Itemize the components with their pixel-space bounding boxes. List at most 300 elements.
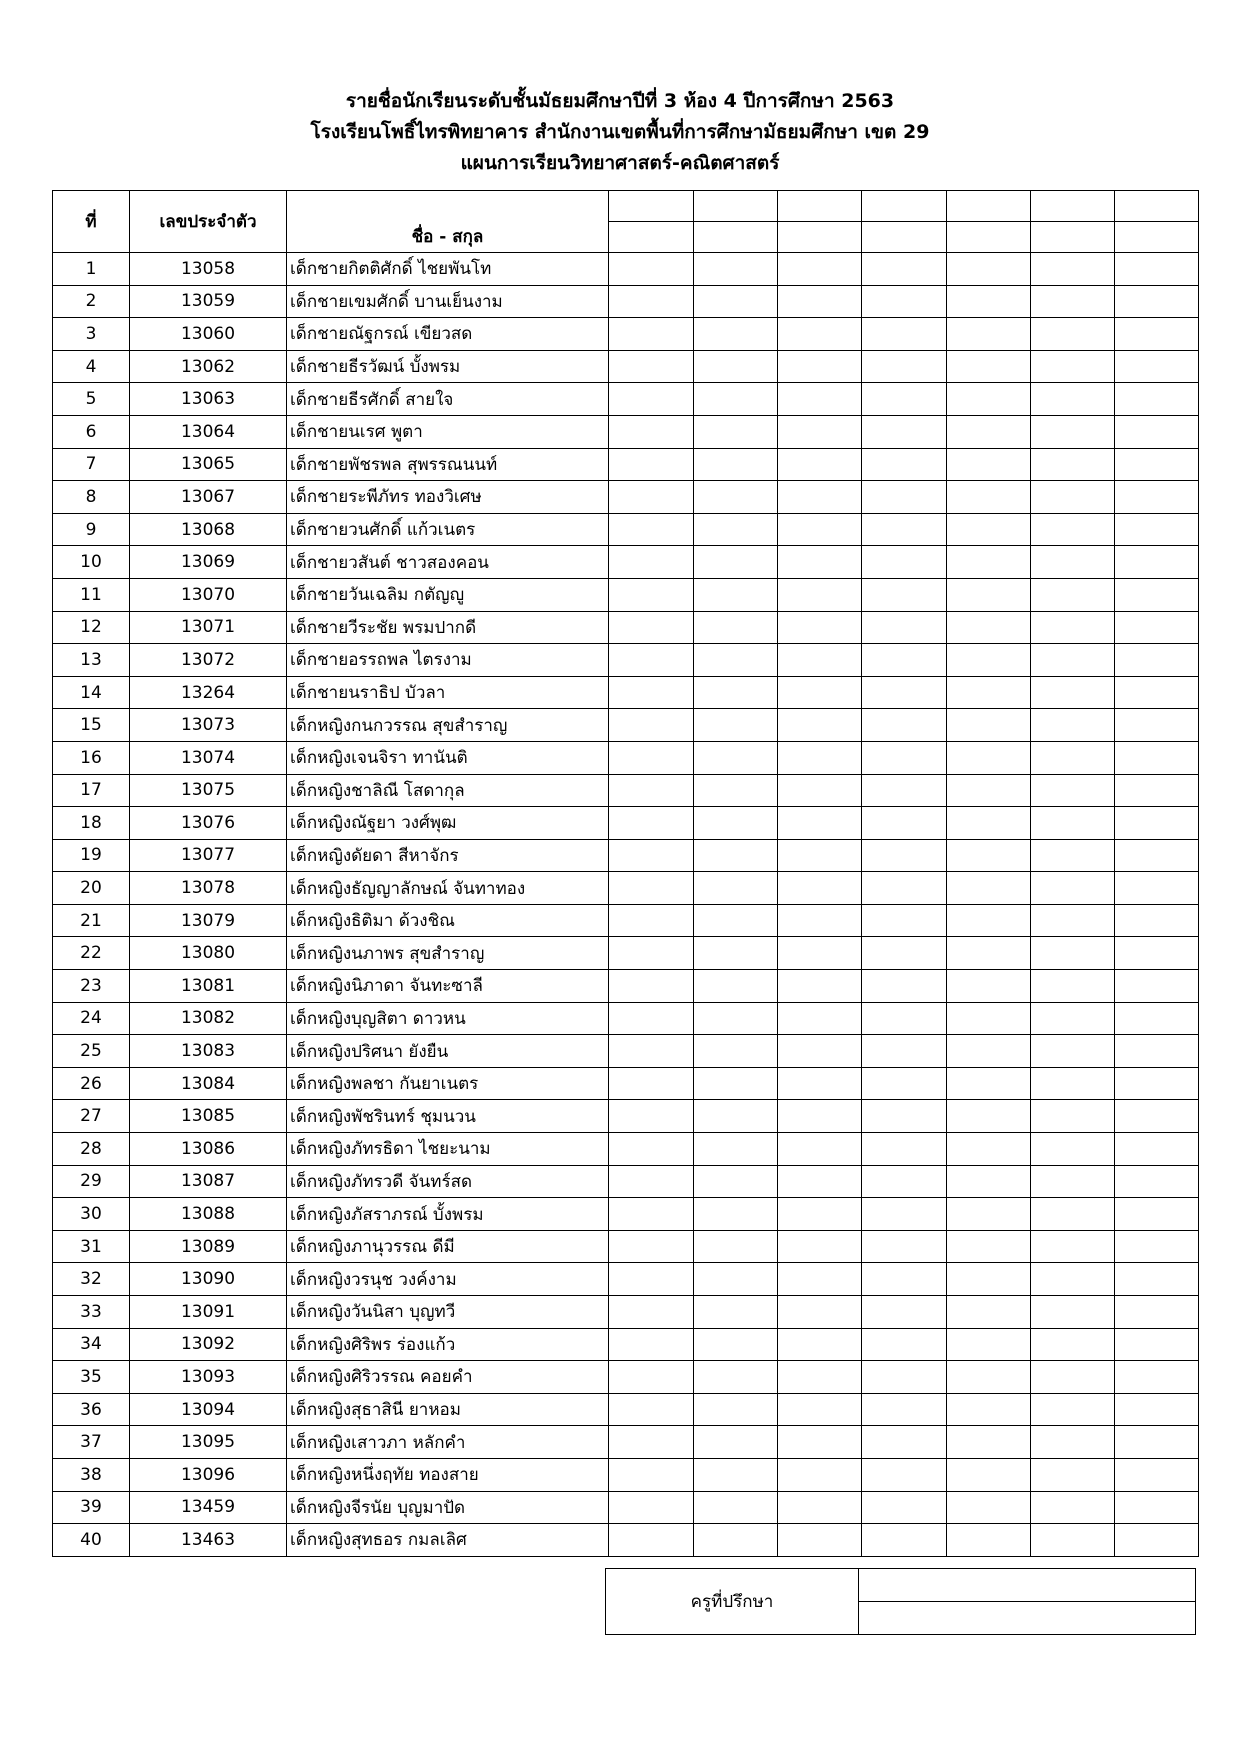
blank-grid-cell	[1031, 1230, 1115, 1263]
blank-header-cell	[778, 222, 862, 253]
row-student-id: 13062	[130, 350, 287, 383]
blank-grid-cell	[694, 415, 778, 448]
row-student-name: เด็กหญิงหนึ่งฤทัย ทองสาย	[287, 1458, 609, 1491]
row-student-id: 13090	[130, 1263, 287, 1296]
blank-grid-cell	[694, 872, 778, 905]
table-header-row	[53, 191, 1199, 222]
blank-grid-cell	[947, 611, 1031, 644]
advisor-name-line	[859, 1602, 1196, 1635]
title-line-program: แผนการเรียนวิทยาศาสตร์-คณิตศาสตร์	[460, 152, 780, 174]
blank-grid-cell	[694, 1393, 778, 1426]
row-number: 10	[53, 546, 130, 579]
blank-grid-cell	[609, 807, 694, 840]
blank-grid-cell	[609, 546, 694, 579]
blank-grid-cell	[1115, 1524, 1199, 1557]
row-student-name: เด็กหญิงภัทรธิดา ไชยะนาม	[287, 1133, 609, 1166]
row-number: 7	[53, 448, 130, 481]
blank-grid-cell	[1115, 1296, 1199, 1329]
row-student-id: 13071	[130, 611, 287, 644]
blank-grid-cell	[694, 1524, 778, 1557]
blank-grid-cell	[947, 970, 1031, 1003]
blank-grid-cell	[778, 1328, 862, 1361]
blank-grid-cell	[778, 1133, 862, 1166]
blank-grid-cell	[694, 970, 778, 1003]
table-row	[53, 1491, 1199, 1524]
blank-grid-cell	[609, 1328, 694, 1361]
table-row	[53, 513, 1199, 546]
row-student-name: เด็กชายนราธิป บัวลา	[287, 676, 609, 709]
row-number: 1	[53, 253, 130, 286]
table-row	[53, 676, 1199, 709]
blank-grid-cell	[694, 383, 778, 416]
row-student-name: เด็กชายกิตติศักดิ์ ไชยพันโท	[287, 253, 609, 286]
blank-grid-cell	[1031, 1002, 1115, 1035]
blank-grid-cell	[1031, 1524, 1115, 1557]
blank-grid-cell	[1115, 350, 1199, 383]
blank-grid-cell	[609, 970, 694, 1003]
row-student-id: 13091	[130, 1296, 287, 1329]
blank-grid-cell	[862, 1263, 947, 1296]
blank-grid-cell	[1115, 1165, 1199, 1198]
row-student-id: 13083	[130, 1035, 287, 1068]
row-student-name: เด็กชายพัชรพล สุพรรณนนท์	[287, 448, 609, 481]
blank-grid-cell	[947, 839, 1031, 872]
blank-grid-cell	[778, 644, 862, 677]
blank-grid-cell	[862, 872, 947, 905]
row-student-id: 13076	[130, 807, 287, 840]
blank-grid-cell	[694, 1198, 778, 1231]
blank-grid-cell	[1031, 904, 1115, 937]
blank-grid-cell	[947, 872, 1031, 905]
table-row	[53, 644, 1199, 677]
blank-grid-cell	[862, 1198, 947, 1231]
blank-grid-cell	[1115, 611, 1199, 644]
row-student-name: เด็กหญิงธัญญาลักษณ์ จันทาทอง	[287, 872, 609, 905]
row-student-id: 13073	[130, 709, 287, 742]
blank-header-cell	[1115, 222, 1199, 253]
row-student-id: 13079	[130, 904, 287, 937]
blank-grid-cell	[947, 1067, 1031, 1100]
row-student-name: เด็กหญิงเสาวภา หลักคำ	[287, 1426, 609, 1459]
blank-grid-cell	[609, 1393, 694, 1426]
row-number: 21	[53, 904, 130, 937]
blank-grid-cell	[947, 644, 1031, 677]
table-row	[53, 1426, 1199, 1459]
table-row	[53, 1458, 1199, 1491]
blank-grid-cell	[778, 1067, 862, 1100]
blank-grid-cell	[694, 546, 778, 579]
table-row	[53, 1067, 1199, 1100]
row-student-id: 13065	[130, 448, 287, 481]
blank-grid-cell	[1031, 1328, 1115, 1361]
blank-grid-cell	[609, 513, 694, 546]
blank-grid-cell	[862, 1067, 947, 1100]
row-student-id: 13068	[130, 513, 287, 546]
blank-grid-cell	[609, 872, 694, 905]
blank-grid-cell	[609, 481, 694, 514]
blank-grid-cell	[947, 513, 1031, 546]
blank-grid-cell	[862, 383, 947, 416]
blank-grid-cell	[947, 1198, 1031, 1231]
blank-grid-cell	[694, 1165, 778, 1198]
blank-grid-cell	[778, 1296, 862, 1329]
blank-grid-cell	[1031, 350, 1115, 383]
blank-grid-cell	[778, 253, 862, 286]
blank-grid-cell	[1031, 937, 1115, 970]
row-student-name: เด็กหญิงพัชรินทร์ ชุมนวน	[287, 1100, 609, 1133]
row-student-name: เด็กหญิงณัฐยา วงศ์พุฒ	[287, 807, 609, 840]
row-student-name: เด็กชายเขมศักดิ์ บานเย็นงาม	[287, 285, 609, 318]
blank-grid-cell	[694, 1230, 778, 1263]
row-number: 25	[53, 1035, 130, 1068]
row-number: 32	[53, 1263, 130, 1296]
table-row	[53, 1524, 1199, 1557]
row-student-name: เด็กหญิงชาลิณี โสดากุล	[287, 774, 609, 807]
blank-grid-cell	[1031, 1458, 1115, 1491]
blank-grid-cell	[1031, 970, 1115, 1003]
row-student-id: 13070	[130, 578, 287, 611]
row-student-name: เด็กหญิงธิติมา ด้วงชิณ	[287, 904, 609, 937]
blank-grid-cell	[609, 644, 694, 677]
blank-grid-cell	[609, 578, 694, 611]
blank-grid-cell	[609, 709, 694, 742]
row-number: 35	[53, 1361, 130, 1394]
blank-grid-cell	[862, 253, 947, 286]
table-row	[53, 383, 1199, 416]
blank-grid-cell	[947, 318, 1031, 351]
blank-header-cell	[1115, 191, 1199, 222]
blank-grid-cell	[778, 1100, 862, 1133]
row-student-id: 13463	[130, 1524, 287, 1557]
blank-grid-cell	[862, 1230, 947, 1263]
row-student-id: 13067	[130, 481, 287, 514]
blank-grid-cell	[609, 1002, 694, 1035]
blank-grid-cell	[1115, 1067, 1199, 1100]
blank-grid-cell	[609, 1458, 694, 1491]
row-number: 38	[53, 1458, 130, 1491]
blank-grid-cell	[1031, 318, 1115, 351]
blank-grid-cell	[1031, 1198, 1115, 1231]
blank-grid-cell	[609, 1133, 694, 1166]
blank-grid-cell	[862, 1393, 947, 1426]
row-student-id: 13082	[130, 1002, 287, 1035]
row-student-name: เด็กหญิงวรนุช วงค์งาม	[287, 1263, 609, 1296]
blank-grid-cell	[862, 1165, 947, 1198]
blank-grid-cell	[694, 741, 778, 774]
row-number: 29	[53, 1165, 130, 1198]
blank-grid-cell	[609, 676, 694, 709]
blank-grid-cell	[947, 1524, 1031, 1557]
blank-header-cell	[778, 191, 862, 222]
table-row	[53, 1100, 1199, 1133]
blank-grid-cell	[862, 318, 947, 351]
advisor-signature-line	[859, 1569, 1196, 1602]
blank-grid-cell	[1031, 839, 1115, 872]
table-row	[53, 872, 1199, 905]
row-number: 39	[53, 1491, 130, 1524]
table-row	[53, 1296, 1199, 1329]
blank-grid-cell	[1115, 1328, 1199, 1361]
row-student-name: เด็กชายวสันต์ ชาวสองคอน	[287, 546, 609, 579]
row-student-name: เด็กหญิงกนกวรรณ สุขสำราญ	[287, 709, 609, 742]
blank-grid-cell	[778, 970, 862, 1003]
blank-grid-cell	[694, 448, 778, 481]
row-number: 9	[53, 513, 130, 546]
blank-grid-cell	[947, 1458, 1031, 1491]
blank-grid-cell	[1115, 1133, 1199, 1166]
row-student-name: เด็กหญิงเจนจิรา ทานันติ	[287, 741, 609, 774]
table-row	[53, 253, 1199, 286]
blank-grid-cell	[1115, 1230, 1199, 1263]
blank-grid-cell	[1031, 872, 1115, 905]
row-number: 37	[53, 1426, 130, 1459]
blank-grid-cell	[947, 1002, 1031, 1035]
column-header-number: ที่	[53, 191, 130, 253]
row-student-name: เด็กหญิงศิริวรรณ คอยคำ	[287, 1361, 609, 1394]
blank-grid-cell	[862, 644, 947, 677]
blank-grid-cell	[1115, 774, 1199, 807]
blank-header-cell	[947, 191, 1031, 222]
blank-grid-cell	[609, 1165, 694, 1198]
blank-grid-cell	[947, 904, 1031, 937]
blank-grid-cell	[694, 1263, 778, 1296]
row-student-name: เด็กชายวันเฉลิม กตัญญู	[287, 578, 609, 611]
blank-grid-cell	[609, 1263, 694, 1296]
blank-grid-cell	[947, 1491, 1031, 1524]
row-student-name: เด็กชายณัฐกรณ์ เขียวสด	[287, 318, 609, 351]
blank-grid-cell	[609, 1198, 694, 1231]
blank-grid-cell	[862, 937, 947, 970]
blank-grid-cell	[778, 448, 862, 481]
blank-grid-cell	[778, 318, 862, 351]
blank-grid-cell	[947, 285, 1031, 318]
row-student-id: 13078	[130, 872, 287, 905]
blank-grid-cell	[862, 448, 947, 481]
blank-grid-cell	[609, 1491, 694, 1524]
blank-grid-cell	[609, 937, 694, 970]
blank-grid-cell	[1115, 546, 1199, 579]
row-number: 18	[53, 807, 130, 840]
blank-grid-cell	[947, 1361, 1031, 1394]
table-row	[53, 741, 1199, 774]
blank-grid-cell	[694, 1133, 778, 1166]
table-row	[53, 481, 1199, 514]
row-number: 22	[53, 937, 130, 970]
row-number: 4	[53, 350, 130, 383]
blank-grid-cell	[609, 611, 694, 644]
blank-grid-cell	[862, 415, 947, 448]
signature-block	[605, 1568, 1196, 1635]
blank-grid-cell	[778, 481, 862, 514]
table-row	[53, 1328, 1199, 1361]
blank-grid-cell	[1031, 415, 1115, 448]
blank-grid-cell	[778, 1263, 862, 1296]
table-row	[53, 318, 1199, 351]
blank-grid-cell	[1115, 1263, 1199, 1296]
row-number: 5	[53, 383, 130, 416]
row-number: 27	[53, 1100, 130, 1133]
row-number: 19	[53, 839, 130, 872]
blank-grid-cell	[947, 741, 1031, 774]
blank-grid-cell	[609, 1067, 694, 1100]
blank-grid-cell	[862, 481, 947, 514]
row-student-name: เด็กชายวนศักดิ์ แก้วเนตร	[287, 513, 609, 546]
blank-header-cell	[862, 191, 947, 222]
row-student-name: เด็กชายธีรศักดิ์ สายใจ	[287, 383, 609, 416]
blank-grid-cell	[1031, 285, 1115, 318]
blank-grid-cell	[694, 1458, 778, 1491]
blank-grid-cell	[1031, 611, 1115, 644]
blank-grid-cell	[778, 676, 862, 709]
blank-header-cell	[862, 222, 947, 253]
row-number: 26	[53, 1067, 130, 1100]
blank-grid-cell	[862, 578, 947, 611]
table-row	[53, 839, 1199, 872]
advisor-label: ครูที่ปรึกษา	[606, 1569, 859, 1635]
blank-grid-cell	[778, 839, 862, 872]
blank-grid-cell	[947, 937, 1031, 970]
blank-grid-cell	[862, 839, 947, 872]
blank-grid-cell	[947, 774, 1031, 807]
blank-grid-cell	[609, 904, 694, 937]
blank-grid-cell	[862, 1458, 947, 1491]
blank-grid-cell	[862, 676, 947, 709]
row-student-name: เด็กหญิงพลชา กันยาเนตร	[287, 1067, 609, 1100]
row-student-name: เด็กหญิงสุทธอร กมลเลิศ	[287, 1524, 609, 1557]
blank-grid-cell	[1031, 644, 1115, 677]
blank-grid-cell	[1031, 1491, 1115, 1524]
blank-grid-cell	[778, 1165, 862, 1198]
row-number: 6	[53, 415, 130, 448]
blank-grid-cell	[694, 1361, 778, 1394]
row-student-id: 13069	[130, 546, 287, 579]
row-student-name: เด็กชายอรรถพล ไตรงาม	[287, 644, 609, 677]
row-student-id: 13088	[130, 1198, 287, 1231]
row-student-name: เด็กชายนเรศ พูตา	[287, 415, 609, 448]
blank-grid-cell	[947, 481, 1031, 514]
blank-header-cell	[1031, 191, 1115, 222]
blank-grid-cell	[1115, 1198, 1199, 1231]
table-row	[53, 807, 1199, 840]
row-student-name: เด็กหญิงนภาพร สุขสำราญ	[287, 937, 609, 970]
row-number: 30	[53, 1198, 130, 1231]
blank-header-cell	[694, 222, 778, 253]
blank-grid-cell	[862, 1361, 947, 1394]
blank-grid-cell	[947, 676, 1031, 709]
blank-grid-cell	[862, 1328, 947, 1361]
blank-grid-cell	[1031, 774, 1115, 807]
blank-grid-cell	[694, 253, 778, 286]
blank-grid-cell	[862, 1133, 947, 1166]
blank-grid-cell	[1115, 839, 1199, 872]
blank-grid-cell	[1031, 578, 1115, 611]
blank-grid-cell	[778, 383, 862, 416]
table-row	[53, 1361, 1199, 1394]
blank-grid-cell	[1031, 1263, 1115, 1296]
row-student-id: 13096	[130, 1458, 287, 1491]
blank-grid-cell	[778, 1198, 862, 1231]
row-student-id: 13095	[130, 1426, 287, 1459]
blank-grid-cell	[1115, 709, 1199, 742]
table-row	[53, 1263, 1199, 1296]
row-number: 33	[53, 1296, 130, 1329]
table-row	[53, 774, 1199, 807]
table-row	[53, 904, 1199, 937]
row-number: 3	[53, 318, 130, 351]
blank-grid-cell	[609, 839, 694, 872]
blank-grid-cell	[778, 1491, 862, 1524]
row-number: 15	[53, 709, 130, 742]
blank-grid-cell	[778, 937, 862, 970]
blank-grid-cell	[862, 1296, 947, 1329]
blank-grid-cell	[1031, 253, 1115, 286]
row-student-id: 13092	[130, 1328, 287, 1361]
table-row	[53, 415, 1199, 448]
blank-grid-cell	[694, 644, 778, 677]
blank-grid-cell	[862, 709, 947, 742]
blank-grid-cell	[947, 415, 1031, 448]
blank-grid-cell	[1115, 1002, 1199, 1035]
blank-grid-cell	[1115, 1361, 1199, 1394]
student-roster-table	[52, 190, 1199, 1557]
blank-grid-cell	[778, 1458, 862, 1491]
blank-grid-cell	[694, 807, 778, 840]
row-student-id: 13060	[130, 318, 287, 351]
row-number: 16	[53, 741, 130, 774]
blank-grid-cell	[1031, 546, 1115, 579]
blank-grid-cell	[694, 1296, 778, 1329]
blank-grid-cell	[778, 1002, 862, 1035]
blank-grid-cell	[778, 1035, 862, 1068]
blank-grid-cell	[1031, 1393, 1115, 1426]
row-number: 12	[53, 611, 130, 644]
row-number: 24	[53, 1002, 130, 1035]
blank-grid-cell	[1115, 1426, 1199, 1459]
column-header-name: ชื่อ - สกุล	[287, 191, 609, 253]
table-row	[53, 709, 1199, 742]
blank-grid-cell	[862, 1002, 947, 1035]
row-number: 13	[53, 644, 130, 677]
blank-grid-cell	[1115, 1458, 1199, 1491]
row-student-id: 13093	[130, 1361, 287, 1394]
blank-grid-cell	[1115, 448, 1199, 481]
row-student-id: 13087	[130, 1165, 287, 1198]
table-row	[53, 578, 1199, 611]
row-student-id: 13075	[130, 774, 287, 807]
blank-grid-cell	[1031, 741, 1115, 774]
blank-header-cell	[609, 191, 694, 222]
blank-grid-cell	[947, 1165, 1031, 1198]
row-student-id: 13085	[130, 1100, 287, 1133]
blank-grid-cell	[1115, 937, 1199, 970]
blank-grid-cell	[862, 350, 947, 383]
blank-grid-cell	[862, 774, 947, 807]
row-student-name: เด็กหญิงสุธาสินี ยาหอม	[287, 1393, 609, 1426]
table-row	[53, 546, 1199, 579]
blank-grid-cell	[1115, 872, 1199, 905]
table-row	[53, 1165, 1199, 1198]
row-number: 17	[53, 774, 130, 807]
blank-grid-cell	[778, 774, 862, 807]
blank-grid-cell	[862, 1491, 947, 1524]
blank-grid-cell	[1031, 676, 1115, 709]
row-student-name: เด็กหญิงปริศนา ยังยืน	[287, 1035, 609, 1068]
blank-grid-cell	[694, 1328, 778, 1361]
row-student-name: เด็กชายธีรวัฒน์ บั้งพรม	[287, 350, 609, 383]
blank-grid-cell	[778, 1426, 862, 1459]
row-student-id: 13264	[130, 676, 287, 709]
blank-grid-cell	[947, 1393, 1031, 1426]
